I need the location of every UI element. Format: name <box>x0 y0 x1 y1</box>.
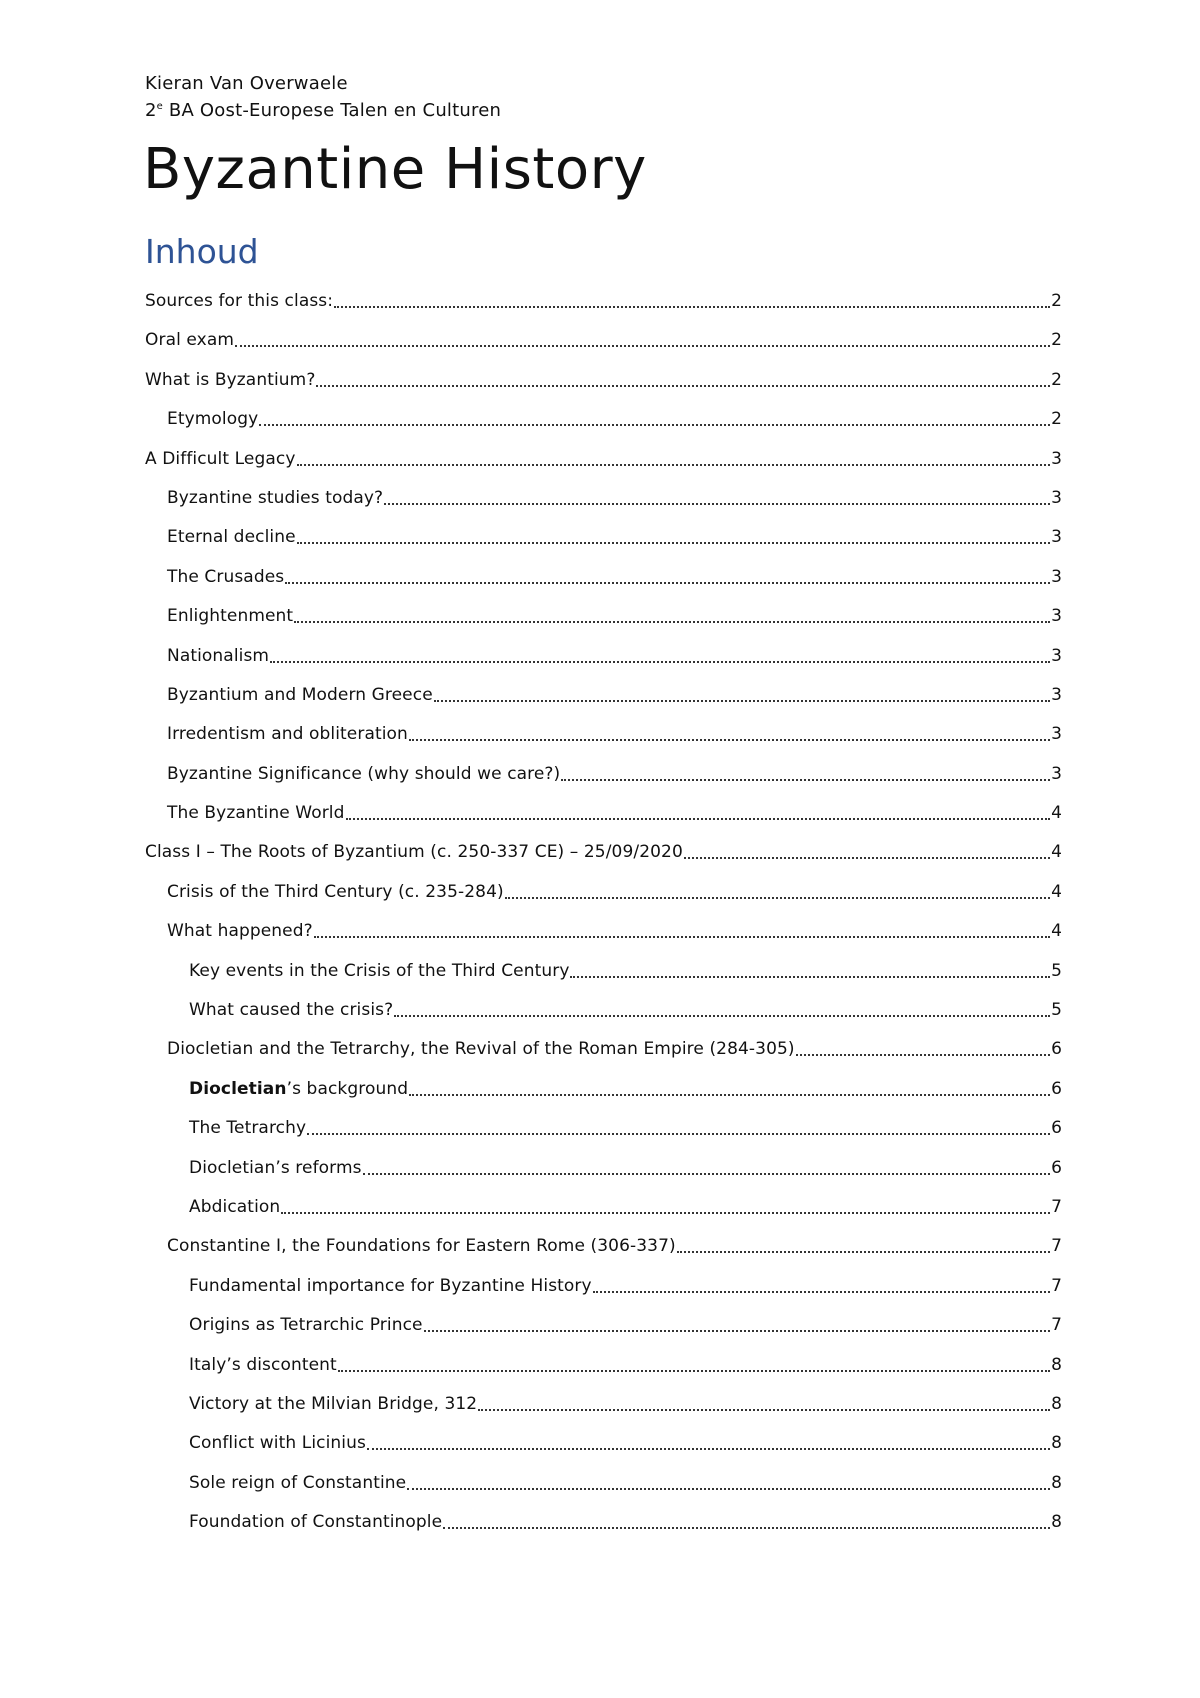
toc-dot-leader <box>270 645 1050 667</box>
toc-page-number: 3 <box>1051 448 1062 469</box>
toc-entry-title-rest: ’s background <box>286 1078 409 1099</box>
toc-dot-leader <box>346 802 1051 824</box>
program-year: 2 <box>145 100 157 121</box>
toc-entry-title: Constantine I, the Foundations for Eastern Rome (306-337) <box>167 1236 676 1257</box>
toc-dot-leader <box>367 1432 1050 1454</box>
toc-entry-title: A Difficult Legacy <box>145 448 296 469</box>
toc-entry[interactable] <box>145 1235 1062 1274</box>
toc-entry[interactable] <box>145 723 1062 762</box>
toc-page-number: 3 <box>1051 527 1062 548</box>
toc-page-number: 7 <box>1051 1315 1062 1336</box>
toc-dot-leader <box>434 684 1050 706</box>
toc-entry-title: Class I – The Roots of Byzantium (c. 250-337 CE) – 25/09/2020 <box>145 842 683 863</box>
toc-entry-title: Byzantium and Modern Greece <box>167 684 433 705</box>
toc-page-number: 2 <box>1051 330 1062 351</box>
toc-entry[interactable] <box>145 1354 1062 1393</box>
toc-page-number: 3 <box>1051 606 1062 627</box>
toc-dot-leader <box>443 1511 1050 1533</box>
toc-entry[interactable] <box>145 605 1062 644</box>
toc-entry-title: Diocletian’s reforms <box>189 1157 362 1178</box>
toc-dot-leader <box>593 1275 1050 1297</box>
toc-page-number: 2 <box>1051 409 1062 430</box>
toc-entry-title <box>189 1078 408 1100</box>
toc-entry-title: Fundamental importance for Byzantine History <box>189 1275 592 1296</box>
toc-entry-title: The Tetrarchy <box>189 1118 307 1139</box>
toc-page-number: 3 <box>1051 566 1062 587</box>
toc-entry-title: Diocletian and the Tetrarchy, the Revival of the Roman Empire (284-305) <box>167 1039 795 1060</box>
toc-entry-title: What caused the crisis? <box>189 1000 394 1021</box>
toc-page-number: 4 <box>1051 842 1062 863</box>
toc-dot-leader <box>285 566 1050 588</box>
author-name: Kieran Van Overwaele <box>145 73 348 94</box>
study-program <box>145 102 501 120</box>
toc-page-number: 5 <box>1051 960 1062 981</box>
toc-entry[interactable] <box>145 881 1062 920</box>
toc-page-number: 3 <box>1051 684 1062 705</box>
toc-entry-title: Nationalism <box>167 645 270 666</box>
toc-page-number: 2 <box>1051 291 1062 311</box>
toc-dot-leader <box>561 763 1050 785</box>
toc-page-number: 8 <box>1051 1354 1062 1375</box>
toc-dot-leader <box>281 1196 1050 1218</box>
toc-dot-leader <box>307 1117 1050 1139</box>
toc-dot-leader <box>478 1393 1050 1415</box>
toc-entry[interactable] <box>145 290 1062 329</box>
toc-dot-leader <box>570 960 1050 982</box>
toc-entry-title: Key events in the Crisis of the Third Century <box>189 960 570 981</box>
toc-page-number: 8 <box>1051 1393 1062 1414</box>
toc-dot-leader <box>334 290 1050 312</box>
toc-dot-leader <box>259 408 1050 430</box>
toc-entry[interactable] <box>145 1117 1062 1156</box>
toc-dot-leader <box>677 1235 1050 1257</box>
toc-dot-leader <box>796 1038 1050 1060</box>
toc-page-number: 6 <box>1051 1039 1062 1060</box>
toc-entry-title: Sole reign of Constantine <box>189 1472 407 1493</box>
toc-entry[interactable] <box>145 999 1062 1038</box>
toc-entry[interactable] <box>145 1432 1062 1471</box>
toc-entry-title: The Crusades <box>167 566 285 587</box>
toc-entry-title: Byzantine Significance (why should we care?) <box>167 763 561 784</box>
toc-dot-leader <box>297 448 1051 470</box>
toc-dot-leader <box>294 605 1050 627</box>
toc-dot-leader <box>424 1314 1050 1336</box>
toc-dot-leader <box>338 1354 1050 1376</box>
toc-entry[interactable] <box>145 802 1062 841</box>
toc-entry[interactable] <box>145 1157 1062 1196</box>
toc-entry[interactable] <box>145 526 1062 565</box>
toc-page-number: 6 <box>1051 1157 1062 1178</box>
toc-entry-title: Italy’s discontent <box>189 1354 337 1375</box>
toc-dot-leader <box>505 881 1050 903</box>
toc-entry[interactable] <box>145 645 1062 684</box>
toc-entry-title: Origins as Tetrarchic Prince <box>189 1315 423 1336</box>
toc-page-number: 8 <box>1051 1512 1062 1533</box>
toc-page-number: 4 <box>1051 803 1062 824</box>
toc-heading: Inhoud <box>145 232 259 271</box>
toc-entry-title: The Byzantine World <box>167 803 345 824</box>
toc-dot-leader <box>409 1078 1050 1100</box>
toc-dot-leader <box>297 526 1050 548</box>
toc-page-number: 2 <box>1051 369 1062 390</box>
toc-entry[interactable] <box>145 684 1062 723</box>
toc-entry[interactable] <box>145 329 1062 368</box>
program-year-superscript: e <box>156 101 164 112</box>
toc-page-number: 4 <box>1051 881 1062 902</box>
toc-entry-title: Irredentism and obliteration <box>167 724 408 745</box>
toc-entry[interactable] <box>145 1511 1062 1550</box>
toc-entry-title: Crisis of the Third Century (c. 235-284) <box>167 881 504 902</box>
toc-entry[interactable] <box>145 1078 1062 1117</box>
toc-page-number: 3 <box>1051 487 1062 508</box>
toc-page-number: 3 <box>1051 763 1062 784</box>
document-title: Byzantine History <box>143 137 647 202</box>
toc-entry[interactable] <box>145 1196 1062 1235</box>
toc-dot-leader <box>314 920 1050 942</box>
toc-entry[interactable] <box>145 1393 1062 1432</box>
toc-dot-leader <box>394 999 1050 1021</box>
toc-entry-title: Conflict with Licinius <box>189 1433 366 1454</box>
toc-entry-title: Abdication <box>189 1196 281 1217</box>
toc-entry[interactable] <box>145 487 1062 526</box>
toc-page-number: 8 <box>1051 1472 1062 1493</box>
toc-dot-leader <box>384 487 1050 509</box>
toc-dot-leader <box>316 369 1050 391</box>
toc-dot-leader <box>684 841 1050 863</box>
toc-entry-title: Foundation of Constantinople <box>189 1512 443 1533</box>
toc-entry-title: Sources for this class: <box>145 291 334 311</box>
toc-dot-leader <box>409 723 1050 745</box>
toc-entry[interactable] <box>145 1314 1062 1353</box>
toc-entry-title: Oral exam <box>145 330 235 351</box>
toc-entry[interactable] <box>145 841 1062 880</box>
toc-entry[interactable] <box>145 448 1062 487</box>
toc-page-number: 5 <box>1051 1000 1062 1021</box>
toc-entry-title: Victory at the Milvian Bridge, 312 <box>189 1393 478 1414</box>
toc-dot-leader <box>363 1157 1051 1179</box>
toc-page-number: 7 <box>1051 1196 1062 1217</box>
toc-entry-title: Enlightenment <box>167 606 294 627</box>
toc-dot-leader <box>235 329 1050 351</box>
toc-entry-title: What is Byzantium? <box>145 369 316 390</box>
toc-entry[interactable] <box>145 1038 1062 1077</box>
toc-entry[interactable] <box>145 1275 1062 1314</box>
toc-page-number: 3 <box>1051 724 1062 745</box>
toc-entry-title: Byzantine studies today? <box>167 487 384 508</box>
toc-entry-title: What happened? <box>167 921 313 942</box>
toc-entry[interactable] <box>145 566 1062 605</box>
toc-entry[interactable] <box>145 408 1062 447</box>
toc-page-number: 8 <box>1051 1433 1062 1454</box>
toc-dot-leader <box>407 1472 1050 1494</box>
toc-entry[interactable] <box>145 920 1062 959</box>
table-of-contents <box>145 290 1062 1551</box>
toc-page-number: 3 <box>1051 645 1062 666</box>
toc-page-number: 6 <box>1051 1118 1062 1139</box>
toc-entry[interactable] <box>145 1472 1062 1511</box>
toc-entry-title: Eternal decline <box>167 527 296 548</box>
toc-page-number: 7 <box>1051 1236 1062 1257</box>
toc-entry-title-bold: Diocletian <box>189 1078 287 1099</box>
toc-page-number: 6 <box>1051 1078 1062 1099</box>
toc-page-number: 7 <box>1051 1275 1062 1296</box>
toc-entry[interactable] <box>145 960 1062 999</box>
toc-page-number: 4 <box>1051 921 1062 942</box>
toc-entry-title: Etymology <box>167 409 259 430</box>
toc-entry[interactable] <box>145 763 1062 802</box>
program-name: BA Oost-Europese Talen en Culturen <box>163 100 502 121</box>
toc-entry[interactable] <box>145 369 1062 408</box>
